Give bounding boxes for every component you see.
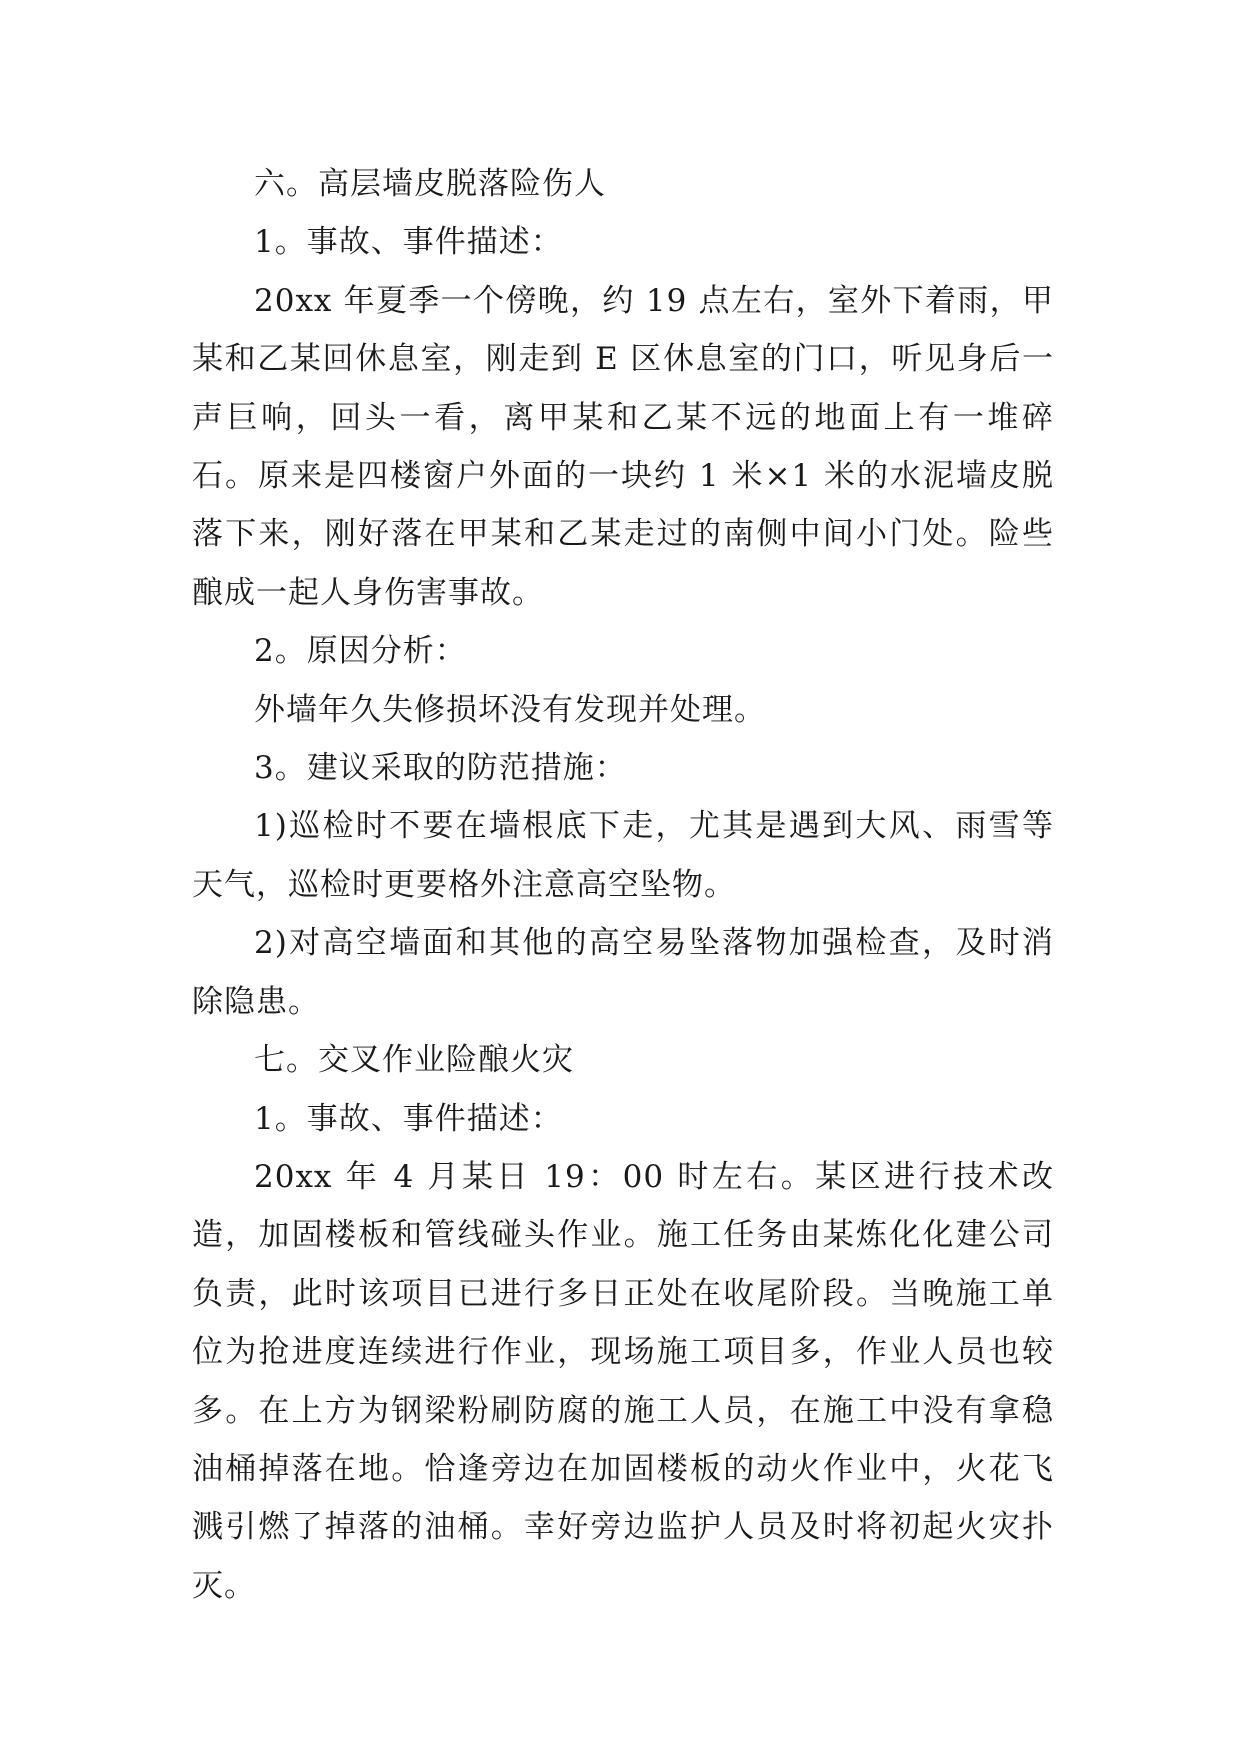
paragraph-cause: 外墙年久失修损坏没有发现并处理。 — [254, 691, 766, 728]
subheading-event-description: 1。事故、事件描述： — [254, 224, 563, 261]
document-body — [192, 155, 1054, 1615]
paragraph-event-detail-2: 20xx 年 4 月某日 19：00 时左右。某区进行技术改造，加固楼板和管线碰头作业。施工任务由某炼化化建公司负责，此时该项目已进行多日正处在收尾阶段。当晚施工单位为抢进度连续进行作业，现场施工项目多，作业人员也较多。在上方为钢梁粉刷防腐的施工人员，在施工中没有拿稳油桶掉落在地。恰逢旁边在加固楼板的动火作业中，火花飞溅引燃了掉落的油桶。幸好旁边监护人员及时将初起火灾扑灭。 — [192, 1158, 1054, 1604]
subheading-cause-analysis: 2。原因分析： — [254, 633, 467, 670]
section-heading-six: 六。高层墙皮脱落险伤人 — [254, 166, 606, 202]
paragraph-measure-2: 2)对高空墙面和其他的高空易坠落物加强检查，及时消除隐患。 — [192, 925, 1054, 1020]
subheading-event-description-2: 1。事故、事件描述： — [254, 1100, 563, 1137]
subheading-prevention-measures: 3。建议采取的防范措施： — [254, 750, 627, 787]
section-heading-seven: 七。交叉作业险酿火灾 — [254, 1042, 574, 1079]
paragraph-event-detail: 20xx 年夏季一个傍晚，约 19 点左右，室外下着雨，甲某和乙某回休息室，刚走到 E 区休息室的门口，听见身后一声巨响，回头一看，离甲某和乙某不远的地面上有一堆碎石。原来是四楼窗户外面的一块约 1 米×1 米的水泥墙皮脱落下来，刚好落在甲某和乙某走过的南侧中间小门处。险些酿成一起人身伤害事故。 — [192, 282, 1054, 611]
paragraph-measure-1: 1)巡检时不要在墙根底下走，尤其是遇到大风、雨雪等天气，巡检时更要格外注意高空坠物。 — [192, 808, 1054, 903]
